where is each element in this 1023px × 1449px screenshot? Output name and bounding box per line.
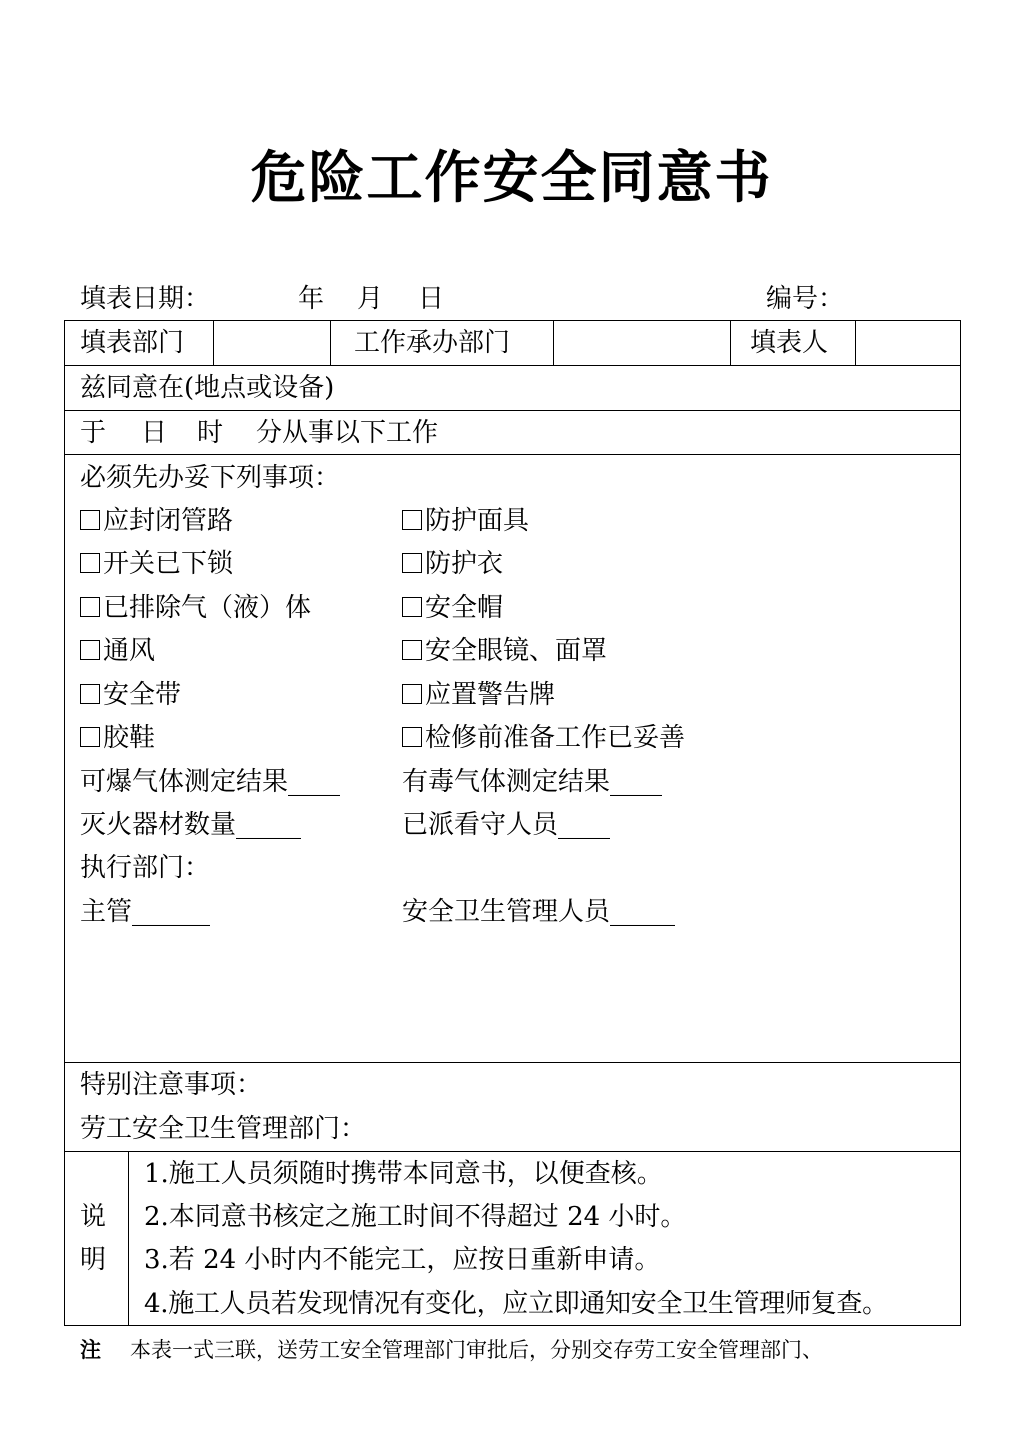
checkbox-icon[interactable] [80, 684, 100, 704]
filler-value[interactable] [864, 326, 954, 360]
checkbox-icon[interactable] [402, 510, 422, 530]
checkbox-icon[interactable] [402, 640, 422, 660]
checkbox-icon[interactable] [402, 553, 422, 573]
fill-dept-value[interactable] [222, 326, 322, 360]
fill-dept-label: 填表部门 [80, 328, 185, 358]
checkbox-icon[interactable] [80, 640, 100, 660]
footnote-mark: 注 [80, 1337, 101, 1362]
checkbox-item[interactable]: 检修前准备工作已妥善 [402, 721, 685, 755]
checkbox-item[interactable]: 应封闭管路 [80, 504, 233, 538]
extinguisher-count[interactable]: 灭火器材数量_____ [80, 810, 302, 840]
checkbox-item[interactable]: 开关已下锁 [80, 547, 233, 581]
fill-date-label: 填表日期： [80, 284, 211, 314]
checkbox-icon[interactable] [402, 684, 422, 704]
checkbox-item[interactable]: 通风 [80, 634, 155, 668]
checkbox-item[interactable]: 应置警告牌 [402, 678, 555, 712]
safety-dept-label: 劳工安全卫生管理部门： [80, 1114, 367, 1144]
document-title: 危险工作安全同意书 [250, 145, 773, 211]
special-notes-heading: 特别注意事项： [80, 1070, 263, 1100]
supervisor-field[interactable]: 主管______ [80, 897, 211, 927]
checkbox-item[interactable]: 已排除气（液）体 [80, 591, 311, 625]
explanation-label-2: 明 [80, 1245, 107, 1275]
year-label: 年 [298, 284, 325, 314]
checkbox-item[interactable]: 防护面具 [402, 504, 529, 538]
explanation-label-1: 说 [80, 1202, 107, 1232]
checkbox-icon[interactable] [402, 727, 422, 747]
month-label: 月 [357, 284, 384, 314]
explosive-gas-result[interactable]: 可爆气体测定结果____ [80, 767, 341, 797]
location-row: 兹同意在(地点或设备) [80, 373, 335, 403]
requirements-heading: 必须先办妥下列事项： [80, 463, 341, 493]
checkbox-icon[interactable] [402, 597, 422, 617]
checkbox-icon[interactable] [80, 597, 100, 617]
checkbox-item[interactable]: 胶鞋 [80, 721, 155, 755]
checkbox-icon[interactable] [80, 553, 100, 573]
guard-assigned[interactable]: 已派看守人员____ [402, 810, 611, 840]
checkbox-icon[interactable] [80, 727, 100, 747]
exec-dept-label: 执行部门： [80, 853, 211, 883]
time-ri: 日 [141, 418, 168, 448]
time-rest: 分从事以下工作 [256, 418, 439, 448]
explanation-item: 4.施工人员若发现情况有变化，应立即通知安全卫生管理师复查。 [144, 1289, 888, 1319]
explanation-item: 3.若 24 小时内不能完工，应按日重新申请。 [144, 1245, 661, 1275]
explanation-item: 1.施工人员须随时携带本同意书，以便查核。 [144, 1159, 663, 1189]
explanation-item: 2.本同意书核定之施工时间不得超过 24 小时。 [144, 1202, 687, 1232]
time-shi: 时 [197, 418, 224, 448]
footnote-text: 本表一式三联，送劳工安全管理部门审批后，分别交存劳工安全管理部门、 [130, 1338, 823, 1362]
checkbox-item[interactable]: 防护衣 [402, 547, 503, 581]
time-yu: 于 [80, 418, 107, 448]
filler-label: 填表人 [750, 328, 829, 358]
checkbox-item[interactable]: 安全带 [80, 678, 181, 712]
contractor-dept-value[interactable] [562, 326, 722, 360]
contractor-dept-label: 工作承办部门 [354, 328, 511, 358]
day-label: 日 [418, 284, 445, 314]
checkbox-item[interactable]: 安全帽 [402, 591, 503, 625]
form-number-label: 编号： [766, 284, 845, 314]
safety-manager-field[interactable]: 安全卫生管理人员_____ [402, 897, 676, 927]
checkbox-item[interactable]: 安全眼镜、面罩 [402, 634, 607, 668]
checkbox-icon[interactable] [80, 510, 100, 530]
toxic-gas-result[interactable]: 有毒气体测定结果____ [402, 767, 663, 797]
